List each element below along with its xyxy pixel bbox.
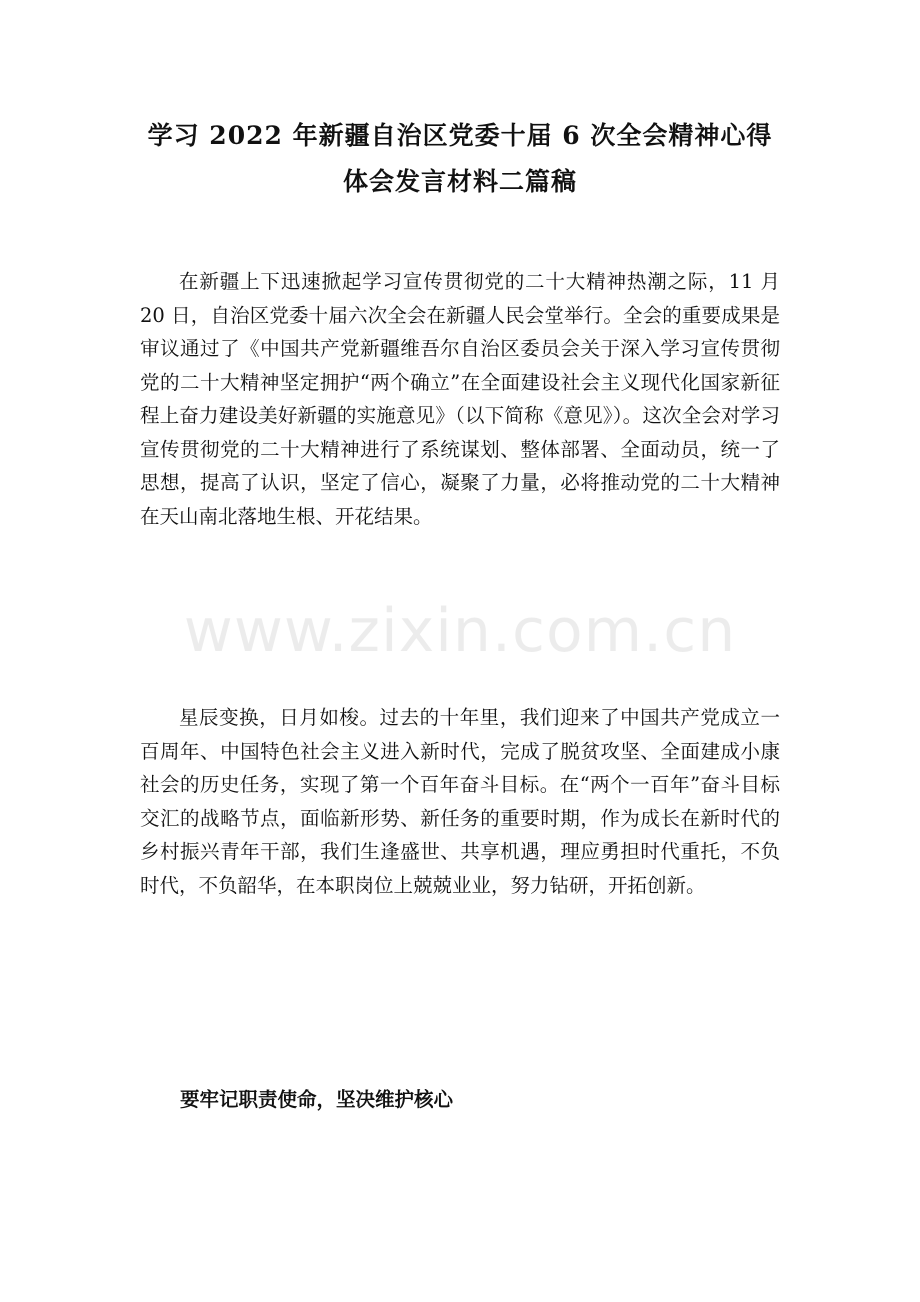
title-line-2: 体会发言材料二篇稿	[342, 167, 577, 196]
title-line-1: 学习 2022 年新疆自治区党委十届 6 次全会精神心得	[147, 121, 773, 150]
document-title	[100, 113, 820, 205]
watermark: www.zixin.com.cn	[183, 596, 737, 666]
body-paragraph-1: 在新疆上下迅速掀起学习宣传贯彻党的二十大精神热潮之际，11 月 20 日，自治区党委十届六次全会在新疆人民会堂举行。全会的重要成果是审议通过了《中国共产党新疆维吾尔自治区委员会关于深入学习宣传贯彻党的二十大精神坚定拥护“两个确立”在全面建设社会主义现代化国家新征程上奋力建设美好新疆的实施意见》（以下简称《意见》）。这次全会对学习宣传贯彻党的二十大精神进行了系统谋划、整体部署、全面动员，统一了思想，提高了认识，坚定了信心，凝聚了力量，必将推动党的二十大精神在天山南北落地生根、开花结果。	[140, 270, 780, 528]
section-heading: 要牢记职责使命，坚决维护核心	[180, 1088, 454, 1111]
body-paragraph-2: 星辰变换，日月如梭。过去的十年里，我们迎来了中国共产党成立一百周年、中国特色社会主义进入新时代，完成了脱贫攻坚、全面建成小康社会的历史任务，实现了第一个百年奋斗目标。在“两个一百年”奋斗目标交汇的战略节点，面临新形势、新任务的重要时期，作为成长在新时代的乡村振兴青年干部，我们生逢盛世、共享机遇，理应勇担时代重托，不负时代，不负韶华，在本职岗位上兢兢业业，努力钻研，开拓创新。	[140, 706, 780, 897]
